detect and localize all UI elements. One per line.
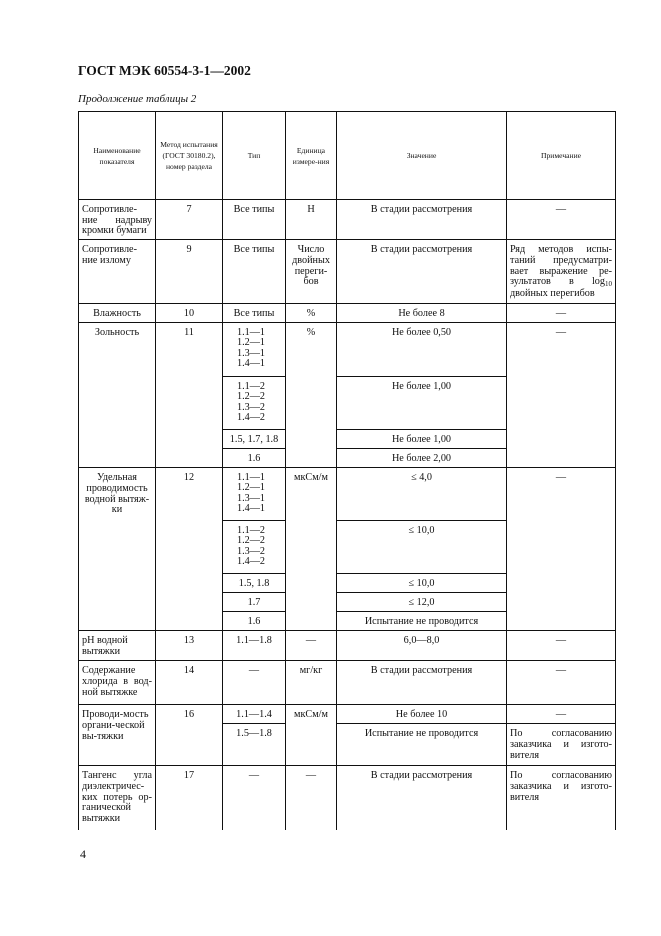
- value-cell: Испытание не проводится: [337, 612, 507, 631]
- value-cell: ≤ 10,0: [337, 521, 507, 574]
- type-line: 1.3—1: [237, 347, 266, 359]
- type-cell: 1.1—1.4: [223, 705, 286, 724]
- type-line: 1.1—1: [237, 327, 266, 339]
- unit-cell: Число двойных переги-бов: [286, 240, 337, 304]
- table-row: [79, 766, 616, 830]
- unit-cell: мкСм/м: [286, 705, 337, 766]
- note-cell: —: [507, 631, 616, 661]
- table-row: [79, 661, 616, 705]
- parameter-name-cell: Содержание хлорида в вод-ной вытяжке: [79, 661, 156, 705]
- value-cell: ≤ 12,0: [337, 593, 507, 612]
- type-line: 1.4—2: [237, 555, 266, 567]
- unit-cell: мг/кг: [286, 661, 337, 705]
- value-cell: ≤ 10,0: [337, 574, 507, 593]
- note-text: Ряд методов испы-таний предусматри-вает выражение ре-зультатов в log: [510, 244, 612, 288]
- header-value: Значение: [337, 112, 507, 200]
- note-cell: [507, 240, 616, 304]
- method-cell: 13: [156, 631, 223, 661]
- parameter-name-cell: Сопротивле-ние надрыву кромки бумаги: [79, 200, 156, 240]
- method-cell: 14: [156, 661, 223, 705]
- parameter-name-cell: Сопротивле-ние излому: [79, 240, 156, 304]
- type-line: 1.2—2: [237, 391, 266, 403]
- value-cell: ≤ 4,0: [337, 468, 507, 521]
- value-cell: Не более 10: [337, 705, 507, 724]
- note-cell: —: [507, 705, 616, 724]
- method-cell: 10: [156, 304, 223, 323]
- type-cell: 1.5, 1.7, 1.8: [223, 430, 286, 449]
- header-unit: Единица измере-ния: [286, 112, 337, 200]
- type-cell: [223, 468, 286, 521]
- method-cell: 7: [156, 200, 223, 240]
- type-cell: 1.5—1.8: [223, 724, 286, 766]
- method-cell: 12: [156, 468, 223, 631]
- table-continuation-caption: Продолжение таблицы 2: [78, 93, 197, 105]
- table-row: [79, 323, 616, 377]
- table-row: [79, 468, 616, 521]
- header-type: Тип: [223, 112, 286, 200]
- type-cell: 1.7: [223, 593, 286, 612]
- type-cell: 1.1—1.8: [223, 631, 286, 661]
- unit-cell: —: [286, 631, 337, 661]
- value-cell: 6,0—8,0: [337, 631, 507, 661]
- table-row: [79, 705, 616, 724]
- type-line: 1.4—1: [237, 357, 266, 369]
- table-row: [79, 631, 616, 661]
- type-line: 1.3—2: [237, 545, 266, 557]
- specification-table: [78, 111, 616, 830]
- document-header: ГОСТ МЭК 60554-3-1—2002: [78, 63, 251, 78]
- table-row: [79, 304, 616, 323]
- type-line: 1.4—2: [237, 411, 266, 423]
- note-cell: —: [507, 304, 616, 323]
- type-line: 1.3—1: [237, 492, 266, 504]
- note-cell: —: [507, 468, 616, 631]
- table-row: [79, 200, 616, 240]
- note-cell: —: [507, 200, 616, 240]
- value-cell: В стадии рассмотрения: [337, 200, 507, 240]
- note-cell: По согласованию заказчика и изгото-вителя: [507, 766, 616, 830]
- type-cell: —: [223, 766, 286, 830]
- page-number: 4: [80, 847, 86, 861]
- value-cell: Испытание не проводится: [337, 724, 507, 766]
- parameter-name-cell: Зольность: [79, 323, 156, 468]
- unit-cell: %: [286, 323, 337, 468]
- type-cell: 1.6: [223, 612, 286, 631]
- value-cell: Не более 1,00: [337, 430, 507, 449]
- type-cell: Все типы: [223, 304, 286, 323]
- method-cell: 11: [156, 323, 223, 468]
- type-line: 1.2—1: [237, 482, 266, 494]
- header-test-method: Метод испытания (ГОСТ 30180.2), номер раздела: [156, 112, 223, 200]
- parameter-name-cell: pH водной вытяжки: [79, 631, 156, 661]
- note-cell: —: [507, 661, 616, 705]
- method-cell: 16: [156, 705, 223, 766]
- unit-cell: —: [286, 766, 337, 830]
- table-header-row: [79, 112, 616, 200]
- unit-cell: %: [286, 304, 337, 323]
- method-cell: 9: [156, 240, 223, 304]
- parameter-name-cell: Тангенс угла диэлектричес-ких потерь ор-ганической вытяжки: [79, 766, 156, 830]
- type-line: 1.4—1: [237, 502, 266, 514]
- value-cell: Не более 8: [337, 304, 507, 323]
- unit-cell: мкСм/м: [286, 468, 337, 631]
- note-subscript: 10: [605, 280, 612, 289]
- value-cell: В стадии рассмотрения: [337, 661, 507, 705]
- type-cell: [223, 377, 286, 430]
- note-cell: По согласованию заказчика и изгото-вителя: [507, 724, 616, 766]
- type-cell: Все типы: [223, 240, 286, 304]
- type-line: 1.3—2: [237, 401, 266, 413]
- header-note: Примечание: [507, 112, 616, 200]
- value-cell: В стадии рассмотрения: [337, 766, 507, 830]
- type-line: 1.1—2: [237, 381, 266, 393]
- value-cell: Не более 1,00: [337, 377, 507, 430]
- type-cell: 1.5, 1.8: [223, 574, 286, 593]
- unit-cell: Н: [286, 200, 337, 240]
- value-cell: Не более 2,00: [337, 449, 507, 468]
- parameter-name-cell: Влажность: [79, 304, 156, 323]
- type-line: 1.1—2: [237, 525, 266, 537]
- type-cell: [223, 323, 286, 377]
- type-cell: [223, 521, 286, 574]
- type-cell: —: [223, 661, 286, 705]
- parameter-name-cell: Проводи-мость органи-ческой вы-тяжки: [79, 705, 156, 766]
- header-parameter-name: Наименование показателя: [79, 112, 156, 200]
- value-cell: Не более 0,50: [337, 323, 507, 377]
- table-row: [79, 240, 616, 304]
- note-cell: —: [507, 323, 616, 468]
- type-cell: Все типы: [223, 200, 286, 240]
- type-line: 1.2—2: [237, 535, 266, 547]
- type-line: 1.1—1: [237, 472, 266, 484]
- type-line: 1.2—1: [237, 337, 266, 349]
- value-cell: В стадии рассмотрения: [337, 240, 507, 304]
- note-tail: двойных перегибов: [510, 287, 595, 299]
- method-cell: 17: [156, 766, 223, 830]
- parameter-name-cell: Удельная проводимость водной вытяж-ки: [79, 468, 156, 631]
- type-cell: 1.6: [223, 449, 286, 468]
